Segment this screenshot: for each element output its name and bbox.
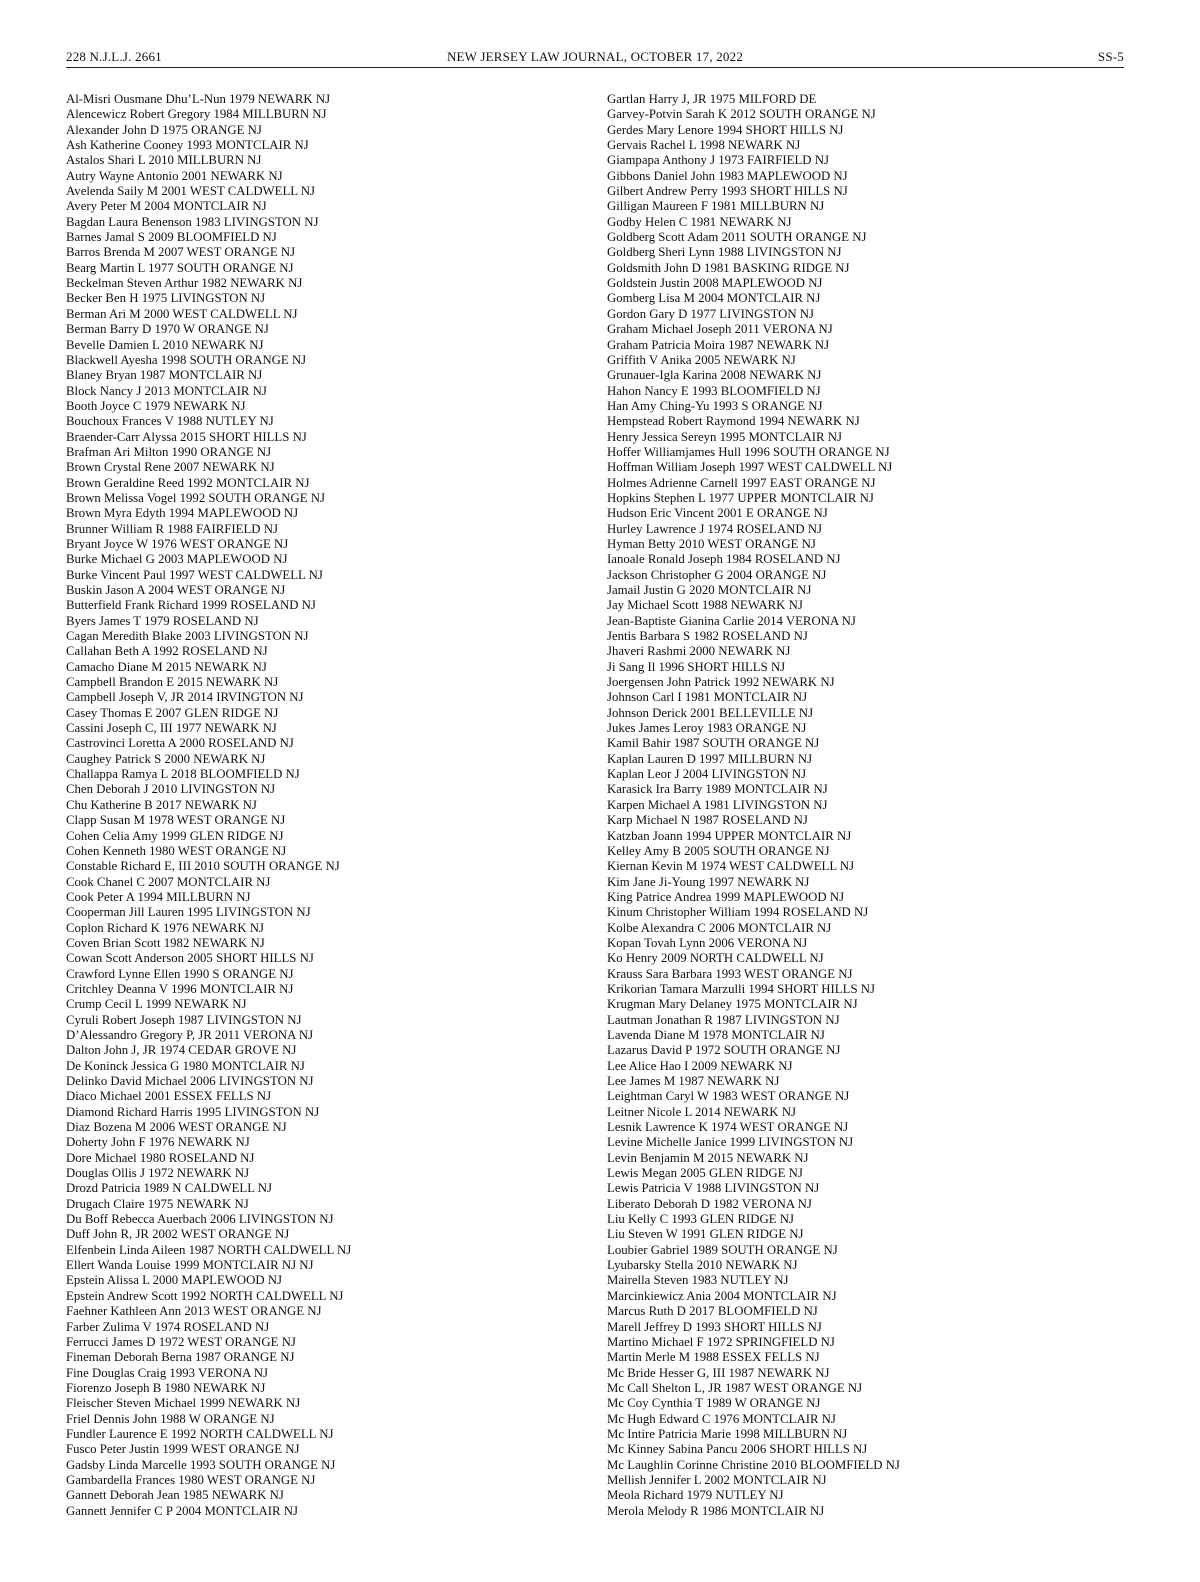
list-item: Gannett Jennifer C P 2004 MONTCLAIR NJ [66,1503,298,1518]
list-item: Gilbert Andrew Perry 1993 SHORT HILLS NJ [607,184,848,199]
list-item: Mc Kinney Sabina Pancu 2006 SHORT HILLS NJ [607,1442,868,1457]
list-item: Gibbons Daniel John 1983 MAPLEWOOD NJ [607,168,848,183]
list-item: Karp Michael N 1987 ROSELAND NJ [607,813,808,828]
list-item: Alexander John D 1975 ORANGE NJ [66,122,262,137]
list-item: Drozd Patricia 1989 N CALDWELL NJ [66,1181,273,1196]
list-item: Brown Crystal Rene 2007 NEWARK NJ [66,460,275,475]
list-item: Coplon Richard K 1976 NEWARK NJ [66,920,264,935]
list-item: Garvey-Potvin Sarah K 2012 SOUTH ORANGE NJ [607,107,876,122]
list-item: Gartlan Harry J, JR 1975 MILFORD DE [607,92,817,106]
publication-title: NEW JERSEY LAW JOURNAL, OCTOBER 17, 2022 [446,49,744,64]
list-item: Karpen Michael A 1981 LIVINGSTON NJ [607,797,828,812]
list-item: Bouchoux Frances V 1988 NUTLEY NJ [66,414,274,429]
list-item: Hyman Betty 2010 WEST ORANGE NJ [607,536,816,551]
list-item: Cassini Joseph C, III 1977 NEWARK NJ [66,721,277,736]
list-item: Brafman Ari Milton 1990 ORANGE NJ [66,444,272,459]
list-item: Alencewicz Robert Gregory 1984 MILLBURN NJ [66,107,327,122]
list-item: Fineman Deborah Berna 1987 ORANGE NJ [66,1350,295,1365]
list-item: Jentis Barbara S 1982 ROSELAND NJ [607,629,808,644]
list-item: Cook Peter A 1994 MILLBURN NJ [66,889,251,904]
list-item: Gannett Deborah Jean 1985 NEWARK NJ [66,1488,284,1503]
list-item: Giampapa Anthony J 1973 FAIRFIELD NJ [607,153,829,168]
list-item: Jhaveri Rashmi 2000 NEWARK NJ [607,644,791,659]
list-item: Cohen Kenneth 1980 WEST ORANGE NJ [66,843,287,858]
list-item: Martin Merle M 1988 ESSEX FELLS NJ [607,1350,820,1365]
list-item: Doherty John F 1976 NEWARK NJ [66,1135,250,1150]
list-item: Ji Sang Il 1996 SHORT HILLS NJ [607,659,786,674]
list-item: Goldstein Justin 2008 MAPLEWOOD NJ [607,276,823,291]
list-item: Ferrucci James D 1972 WEST ORANGE NJ [66,1334,296,1349]
list-item: Gomberg Lisa M 2004 MONTCLAIR NJ [607,291,821,306]
list-item: Kopan Tovah Lynn 2006 VERONA NJ [607,935,808,950]
list-item: Liu Steven W 1991 GLEN RIDGE NJ [607,1227,804,1242]
list-item: Chen Deborah J 2010 LIVINGSTON NJ [66,782,276,797]
list-item: Leitner Nicole L 2014 NEWARK NJ [607,1104,796,1119]
list-item: Lazarus David P 1972 SOUTH ORANGE NJ [607,1043,841,1058]
list-item: Dore Michael 1980 ROSELAND NJ [66,1150,255,1165]
list-item: De Koninck Jessica G 1980 MONTCLAIR NJ [66,1058,305,1073]
list-item: Delinko David Michael 2006 LIVINGSTON NJ [66,1074,314,1088]
list-item: Drugach Claire 1975 NEWARK NJ [66,1196,249,1211]
list-item: Faehner Kathleen Ann 2013 WEST ORANGE NJ [66,1304,322,1319]
list-item: Gadsby Linda Marcelle 1993 SOUTH ORANGE NJ [66,1457,336,1472]
list-item: Avelenda Saily M 2001 WEST CALDWELL NJ [66,184,316,199]
list-item: Fiorenzo Joseph B 1980 NEWARK NJ [66,1380,266,1395]
list-item: Graham Patricia Moira 1987 NEWARK NJ [607,337,830,352]
list-item: Goldsmith John D 1981 BASKING RIDGE NJ [607,260,850,275]
list-item: Hurley Lawrence J 1974 ROSELAND NJ [607,521,823,536]
list-item: Gervais Rachel L 1998 NEWARK NJ [607,138,801,153]
list-item: Joergensen John Patrick 1992 NEWARK NJ [607,675,835,690]
list-item: Butterfield Frank Richard 1999 ROSELAND NJ [66,598,316,613]
list-item: Ash Katherine Cooney 1993 MONTCLAIR NJ [66,138,309,153]
list-item: Katzban Joann 1994 UPPER MONTCLAIR NJ [607,828,852,843]
list-item: Fundler Laurence E 1992 NORTH CALDWELL NJ [66,1426,334,1441]
list-item: King Patrice Andrea 1999 MAPLEWOOD NJ [607,889,845,904]
citation-label: 228 N.J.L.J. 2661 [66,49,162,64]
list-item: Farber Zulima V 1974 ROSELAND NJ [66,1319,270,1334]
list-item: Berman Ari M 2000 WEST CALDWELL NJ [66,306,298,321]
list-item: Marcus Ruth D 2017 BLOOMFIELD NJ [607,1304,818,1319]
list-item: Mc Bride Hesser G, III 1987 NEWARK NJ [607,1365,830,1380]
list-item: Cohen Celia Amy 1999 GLEN RIDGE NJ [66,828,284,843]
list-item: Epstein Alissa L 2000 MAPLEWOOD NJ [66,1273,282,1288]
list-item: Burke Michael G 2003 MAPLEWOOD NJ [66,552,288,567]
list-item: Booth Joyce C 1979 NEWARK NJ [66,398,246,413]
list-item: Critchley Deanna V 1996 MONTCLAIR NJ [66,981,294,996]
list-item: Bryant Joyce W 1976 WEST ORANGE NJ [66,536,289,551]
list-item: Camacho Diane M 2015 NEWARK NJ [66,659,267,674]
list-item: D’Alessandro Gregory P, JR 2011 VERONA NJ [66,1027,314,1042]
list-item: Fusco Peter Justin 1999 WEST ORANGE NJ [66,1442,300,1457]
list-item: Brown Geraldine Reed 1992 MONTCLAIR NJ [66,475,310,490]
list-item: Johnson Derick 2001 BELLEVILLE NJ [607,705,814,720]
list-item: Johnson Carl I 1981 MONTCLAIR NJ [607,690,808,705]
list-item: Gerdes Mary Lenore 1994 SHORT HILLS NJ [607,122,844,137]
list-item: Marcinkiewicz Ania 2004 MONTCLAIR NJ [607,1288,837,1303]
list-item: Diaco Michael 2001 ESSEX FELLS NJ [66,1089,272,1104]
list-item: Levin Benjamin M 2015 NEWARK NJ [607,1150,809,1165]
list-item: Hopkins Stephen L 1977 UPPER MONTCLAIR NJ [607,490,874,505]
list-item: Lewis Megan 2005 GLEN RIDGE NJ [607,1166,803,1181]
list-item: Casey Thomas E 2007 GLEN RIDGE NJ [66,705,279,720]
list-item: Chu Katherine B 2017 NEWARK NJ [66,797,257,812]
list-item: Ianoale Ronald Joseph 1984 ROSELAND NJ [607,552,841,567]
list-item: Lesnik Lawrence K 1974 WEST ORANGE NJ [607,1120,849,1135]
list-item: Lee Alice Hao I 2009 NEWARK NJ [607,1058,793,1073]
list-item: Epstein Andrew Scott 1992 NORTH CALDWELL NJ [66,1288,344,1303]
list-item: Mairella Steven 1983 NUTLEY NJ [607,1273,789,1288]
list-item: Blackwell Ayesha 1998 SOUTH ORANGE NJ [66,352,307,367]
list-item: Meola Richard 1979 NUTLEY NJ [607,1488,784,1503]
list-item: Mc Intire Patricia Marie 1998 MILLBURN NJ [607,1426,848,1441]
list-item: Graham Michael Joseph 2011 VERONA NJ [607,322,833,337]
list-item: Grunauer-Igla Karina 2008 NEWARK NJ [607,368,822,383]
list-item: Kinum Christopher William 1994 ROSELAND NJ [607,905,869,920]
list-item: Mc Hugh Edward C 1976 MONTCLAIR NJ [607,1411,836,1426]
list-item: Kamil Bahir 1987 SOUTH ORANGE NJ [607,736,820,751]
list-item: Hoffman William Joseph 1997 WEST CALDWELL NJ [607,460,893,475]
list-item: Krauss Sara Barbara 1993 WEST ORANGE NJ [607,966,853,981]
list-item: Jay Michael Scott 1988 NEWARK NJ [607,598,803,613]
list-item: Mellish Jennifer L 2002 MONTCLAIR NJ [607,1472,827,1487]
list-item: Du Boff Rebecca Auerbach 2006 LIVINGSTON NJ [66,1212,334,1227]
list-item: Diaz Bozena M 2006 WEST ORANGE NJ [66,1120,287,1135]
list-item: Campbell Joseph V, JR 2014 IRVINGTON NJ [66,690,304,705]
list-item: Cook Chanel C 2007 MONTCLAIR NJ [66,874,271,889]
list-item: Cyruli Robert Joseph 1987 LIVINGSTON NJ [66,1012,302,1027]
list-item: Loubier Gabriel 1989 SOUTH ORANGE NJ [607,1242,838,1257]
list-item: Jamail Justin G 2020 MONTCLAIR NJ [607,583,812,597]
list-item: Lee James M 1987 NEWARK NJ [607,1074,780,1088]
list-item: Bearg Martin L 1977 SOUTH ORANGE NJ [66,260,294,275]
list-item: Barros Brenda M 2007 WEST ORANGE NJ [66,245,296,260]
list-item: Lautman Jonathan R 1987 LIVINGSTON NJ [607,1012,840,1027]
list-item: Brown Melissa Vogel 1992 SOUTH ORANGE NJ [66,490,326,505]
list-item: Gordon Gary D 1977 LIVINGSTON NJ [607,306,814,321]
list-item: Jukes James Leroy 1983 ORANGE NJ [607,721,807,736]
list-item: Mc Coy Cynthia T 1989 W ORANGE NJ [607,1396,821,1411]
list-item: Caughey Patrick S 2000 NEWARK NJ [66,751,266,766]
page-number: SS-5 [1097,49,1124,64]
list-item: Diamond Richard Harris 1995 LIVINGSTON NJ [66,1104,320,1119]
list-item: Han Amy Ching-Yu 1993 S ORANGE NJ [607,398,823,413]
list-item: Liberato Deborah D 1982 VERONA NJ [607,1196,812,1211]
list-item: Avery Peter M 2004 MONTCLAIR NJ [66,199,267,214]
list-item: Constable Richard E, III 2010 SOUTH ORANGE NJ [66,859,340,874]
list-item: Kim Jane Ji-Young 1997 NEWARK NJ [607,874,810,889]
list-item: Gambardella Frances 1980 WEST ORANGE NJ [66,1472,316,1487]
list-item: Jackson Christopher G 2004 ORANGE NJ [607,567,827,582]
list-item: Lavenda Diane M 1978 MONTCLAIR NJ [607,1027,825,1042]
list-item: Godby Helen C 1981 NEWARK NJ [607,214,792,229]
list-item: Blaney Bryan 1987 MONTCLAIR NJ [66,368,263,383]
list-item: Lewis Patricia V 1988 LIVINGSTON NJ [607,1181,820,1196]
list-item: Kaplan Leor J 2004 LIVINGSTON NJ [607,767,807,782]
list-item: Hempstead Robert Raymond 1994 NEWARK NJ [607,414,860,429]
list-item: Autry Wayne Antonio 2001 NEWARK NJ [66,168,283,183]
list-item: Henry Jessica Sereyn 1995 MONTCLAIR NJ [607,429,842,444]
list-item: Crump Cecil L 1999 NEWARK NJ [66,997,247,1012]
list-item: Al-Misri Ousmane Dhu’L-Nun 1979 NEWARK NJ [66,92,331,106]
list-item: Douglas Ollis J 1972 NEWARK NJ [66,1166,250,1181]
list-item: Karasick Ira Barry 1989 MONTCLAIR NJ [607,782,828,797]
list-item: Fine Douglas Craig 1993 VERONA NJ [66,1365,269,1380]
list-item: Duff John R, JR 2002 WEST ORANGE NJ [66,1227,290,1242]
list-item: Byers James T 1979 ROSELAND NJ [66,613,259,628]
list-item: Callahan Beth A 1992 ROSELAND NJ [66,644,268,659]
list-item: Berman Barry D 1970 W ORANGE NJ [66,322,269,337]
list-item: Friel Dennis John 1988 W ORANGE NJ [66,1411,275,1426]
list-item: Cooperman Jill Lauren 1995 LIVINGSTON NJ [66,905,311,920]
list-item: Mc Call Shelton L, JR 1987 WEST ORANGE NJ [607,1380,863,1395]
list-item: Martino Michael F 1972 SPRINGFIELD NJ [607,1334,835,1349]
list-item: Block Nancy J 2013 MONTCLAIR NJ [66,383,267,398]
list-item: Cowan Scott Anderson 2005 SHORT HILLS NJ [66,951,314,966]
list-item: Ellert Wanda Louise 1999 MONTCLAIR NJ NJ [66,1258,314,1273]
list-item: Goldberg Sheri Lynn 1988 LIVINGSTON NJ [607,245,842,260]
list-item: Merola Melody R 1986 MONTCLAIR NJ [607,1503,825,1518]
list-item: Crawford Lynne Ellen 1990 S ORANGE NJ [66,966,294,981]
list-item: Castrovinci Loretta A 2000 ROSELAND NJ [66,736,294,751]
list-item: Griffith V Anika 2005 NEWARK NJ [607,352,796,367]
list-item: Brunner William R 1988 FAIRFIELD NJ [66,521,278,536]
list-item: Kolbe Alexandra C 2006 MONTCLAIR NJ [607,920,832,935]
list-item: Kelley Amy B 2005 SOUTH ORANGE NJ [607,843,830,858]
right-column-list [607,92,1127,1519]
list-item: Hahon Nancy E 1993 BLOOMFIELD NJ [607,383,821,398]
list-item: Beckelman Steven Arthur 1982 NEWARK NJ [66,276,303,291]
list-item: Holmes Adrienne Carnell 1997 EAST ORANGE NJ [607,475,876,490]
list-item: Challappa Ramya L 2018 BLOOMFIELD NJ [66,767,300,782]
list-item: Liu Kelly C 1993 GLEN RIDGE NJ [607,1212,794,1227]
list-item: Burke Vincent Paul 1997 WEST CALDWELL NJ [66,567,323,582]
list-item: Jean-Baptiste Gianina Carlie 2014 VERONA NJ [607,613,856,628]
list-item: Krikorian Tamara Marzulli 1994 SHORT HILLS NJ [607,981,875,996]
list-item: Krugman Mary Delaney 1975 MONTCLAIR NJ [607,997,858,1012]
list-item: Barnes Jamal S 2009 BLOOMFIELD NJ [66,230,277,245]
list-item: Mc Laughlin Corinne Christine 2010 BLOOMFIELD NJ [607,1457,900,1472]
list-item: Astalos Shari L 2010 MILLBURN NJ [66,153,262,168]
list-item: Becker Ben H 1975 LIVINGSTON NJ [66,291,266,306]
list-item: Cagan Meredith Blake 2003 LIVINGSTON NJ [66,629,309,644]
list-item: Elfenbein Linda Aileen 1987 NORTH CALDWELL NJ [66,1242,352,1257]
list-item: Fleischer Steven Michael 1999 NEWARK NJ [66,1396,301,1411]
list-item: Hoffer Williamjames Hull 1996 SOUTH ORANGE NJ [607,444,890,459]
list-item: Hudson Eric Vincent 2001 E ORANGE NJ [607,506,828,521]
list-item: Dalton John J, JR 1974 CEDAR GROVE NJ [66,1043,297,1058]
list-item: Coven Brian Scott 1982 NEWARK NJ [66,935,265,950]
list-item: Campbell Brandon E 2015 NEWARK NJ [66,675,279,690]
list-item: Bevelle Damien L 2010 NEWARK NJ [66,337,264,352]
list-item: Brown Myra Edyth 1994 MAPLEWOOD NJ [66,506,299,521]
list-item: Lyubarsky Stella 2010 NEWARK NJ [607,1258,798,1273]
list-item: Buskin Jason A 2004 WEST ORANGE NJ [66,583,286,597]
list-item: Braender-Carr Alyssa 2015 SHORT HILLS NJ [66,429,307,444]
list-item: Gilligan Maureen F 1981 MILLBURN NJ [607,199,825,214]
left-column-list [66,92,566,1519]
list-item: Ko Henry 2009 NORTH CALDWELL NJ [607,951,824,966]
list-item: Kaplan Lauren D 1997 MILLBURN NJ [607,751,813,766]
list-item: Marell Jeffrey D 1993 SHORT HILLS NJ [607,1319,822,1334]
page-header [66,47,1124,68]
list-item: Levine Michelle Janice 1999 LIVINGSTON NJ [607,1135,854,1150]
list-item: Leightman Caryl W 1983 WEST ORANGE NJ [607,1089,850,1104]
list-item: Kiernan Kevin M 1974 WEST CALDWELL NJ [607,859,855,874]
list-item: Goldberg Scott Adam 2011 SOUTH ORANGE NJ [607,230,867,245]
list-item: Clapp Susan M 1978 WEST ORANGE NJ [66,813,286,828]
list-item: Bagdan Laura Benenson 1983 LIVINGSTON NJ [66,214,319,229]
